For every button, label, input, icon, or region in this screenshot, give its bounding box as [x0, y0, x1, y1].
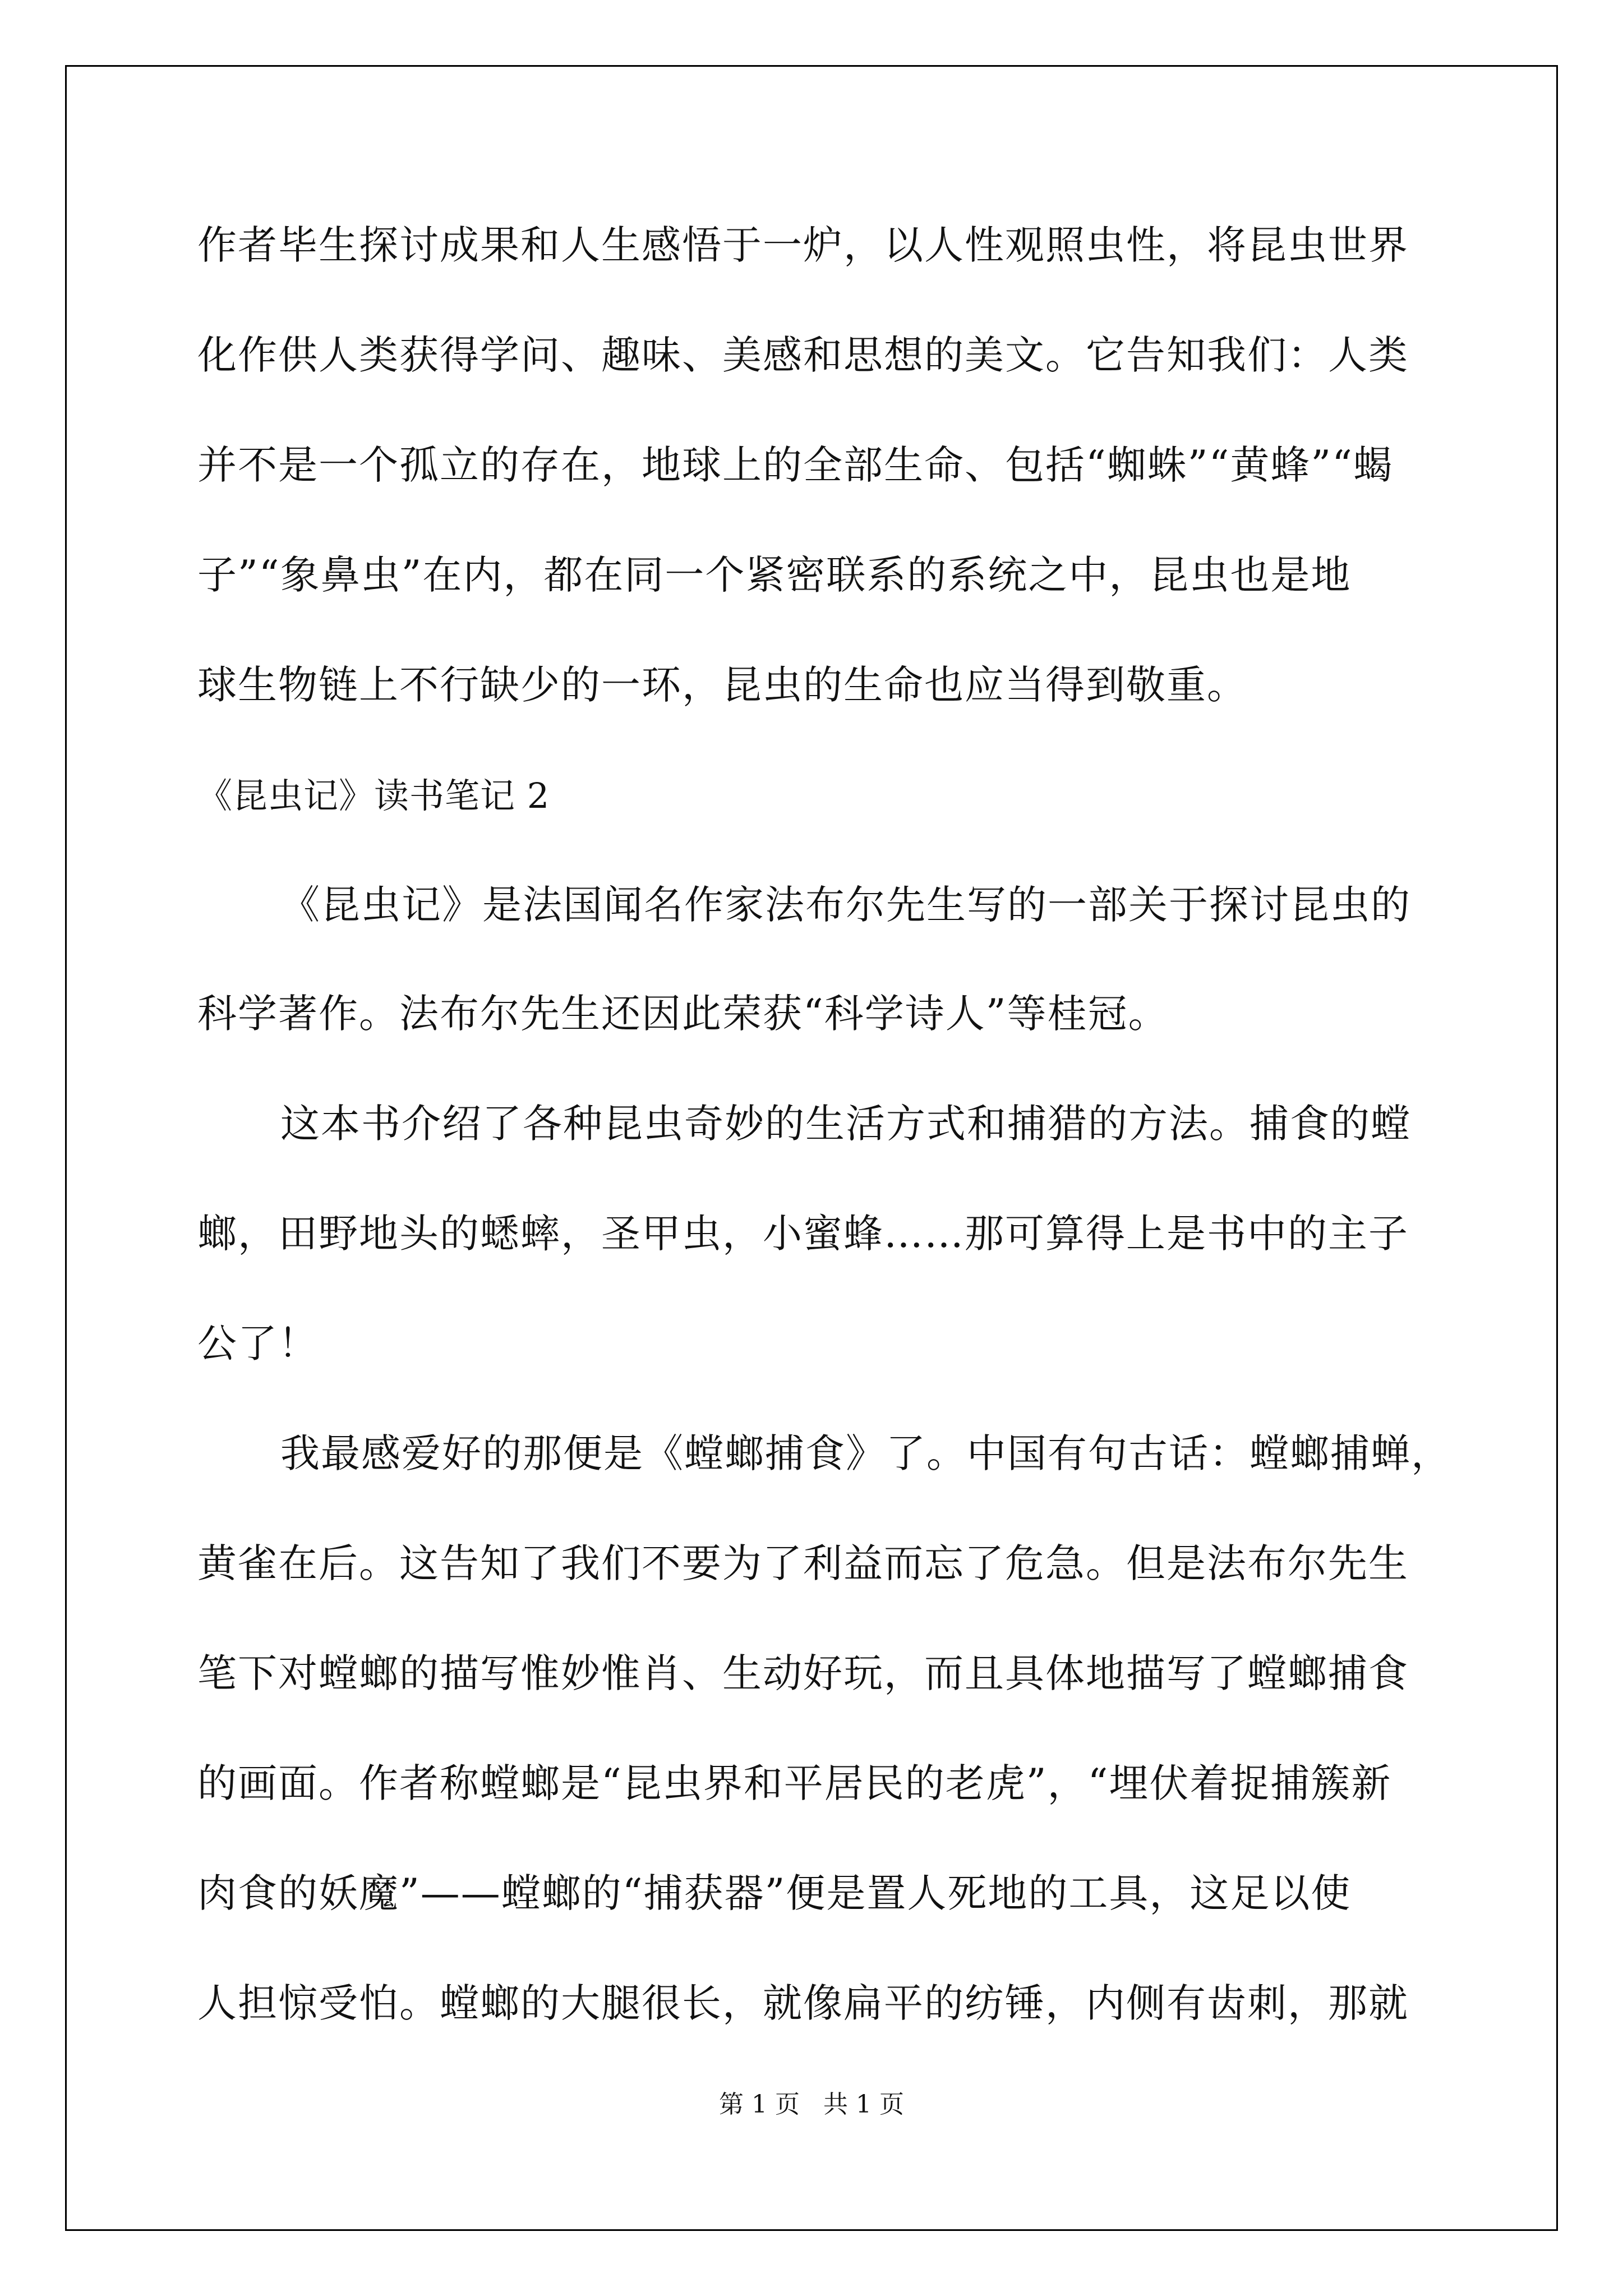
paragraph-4-line-4: 的画面。作者称螳螂是“昆虫界和平居民的老虎”，“埋伏着捉捕簇新 [197, 1760, 1392, 1806]
paragraph-2-line-2: 科学著作。法布尔先生还因此荣获“科学诗人”等桂冠。 [197, 991, 1169, 1037]
paragraph-4-line-1: 我最感爱好的那便是《螳螂捕食》了。中国有句古话：螳螂捕蝉， [280, 1430, 1451, 1476]
paragraph-3-line-2: 螂，田野地头的蟋蟀，圣甲虫，小蜜蜂……那可算得上是书中的主子 [197, 1211, 1409, 1257]
paragraph-4-line-2: 黄雀在后。这告知了我们不要为了利益而忘了危急。但是法布尔先生 [197, 1540, 1409, 1586]
page-number-footer: 第 1 页 共 1 页 [719, 2090, 904, 2119]
paragraph-1-line-2: 化作供人类获得学问、趣味、美感和思想的美文。它告知我们：人类 [197, 332, 1409, 378]
section-heading: 《昆虫记》读书笔记 2 [197, 775, 550, 816]
paragraph-4-line-3: 笔下对螳螂的描写惟妙惟肖、生动好玩，而且具体地描写了螳螂捕食 [197, 1650, 1409, 1696]
paragraph-4-line-5: 肉食的妖魔”——螳螂的“捕获器”便是置人死地的工具，这足以使 [197, 1870, 1352, 1916]
paragraph-2-line-1: 《昆虫记》是法国闻名作家法布尔先生写的一部关于探讨昆虫的 [280, 882, 1411, 928]
paragraph-4-line-6: 人担惊受怕。螳螂的大腿很长，就像扁平的纺锤，内侧有齿刺，那就 [197, 1980, 1409, 2026]
paragraph-1-line-1: 作者毕生探讨成果和人生感悟于一炉，以人性观照虫性，将昆虫世界 [197, 222, 1409, 268]
paragraph-3-line-3: 公了！ [197, 1320, 319, 1366]
paragraph-1-line-3: 并不是一个孤立的存在，地球上的全部生命、包括“蜘蛛”“黄蜂”“蝎 [197, 442, 1394, 488]
paragraph-1-line-5: 球生物链上不行缺少的一环，昆虫的生命也应当得到敬重。 [197, 662, 1247, 708]
paragraph-3-line-1: 这本书介绍了各种昆虫奇妙的生活方式和捕猎的方法。捕食的螳 [280, 1101, 1411, 1147]
paragraph-1-line-4: 子”“象鼻虫”在内，都在同一个紧密联系的系统之中，昆虫也是地 [197, 552, 1352, 598]
